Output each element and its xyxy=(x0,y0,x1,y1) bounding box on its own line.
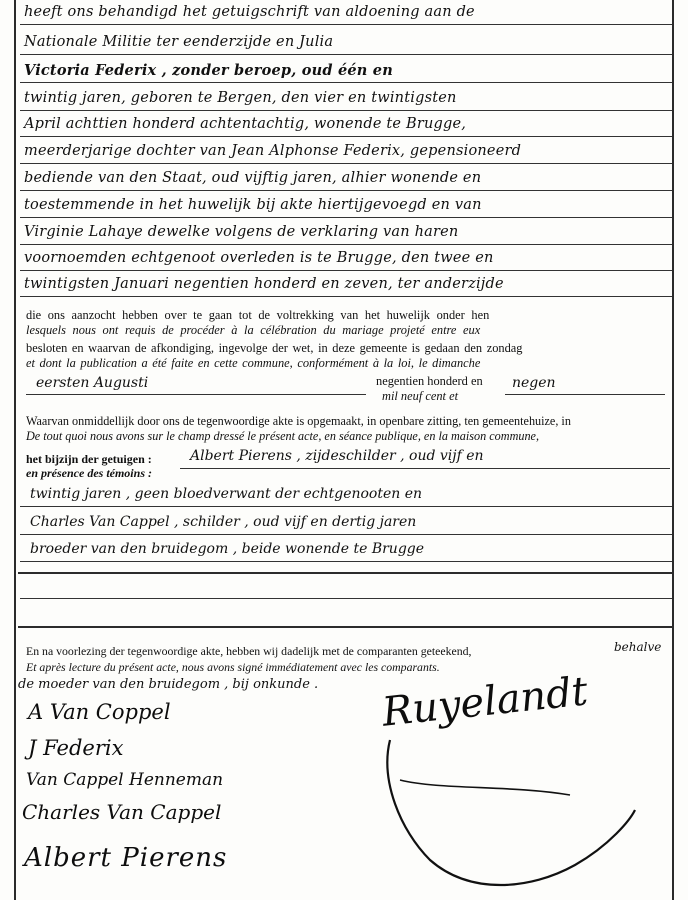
witness-line: twintig jaren , geen bloedverwant der echtgenooten en xyxy=(30,486,423,502)
official-signature: Ruyelandt xyxy=(380,668,590,736)
flourish-stroke xyxy=(387,740,635,885)
left-margin-line xyxy=(14,0,16,900)
handwritten-line: Nationale Militie ter eenderzijde en Julia xyxy=(24,34,334,50)
closing-addition: de moeder van den bruidegom , bij onkunde . xyxy=(18,677,319,692)
sunday-date-field: eersten Augusti xyxy=(36,375,149,391)
printed-line-nl: Waarvan onmiddellijk door ons de tegenwoordige akte is opgemaakt, in openbare zitting, ten gemeentehuize, in xyxy=(26,414,571,428)
signature: Albert Pierens xyxy=(24,843,228,873)
ruled-line xyxy=(20,190,672,191)
handwritten-line: toestemmende in het huwelijk bij akte hiertijgevoegd en van xyxy=(24,197,482,213)
printed-line-fr: lesquels nous ont requis de procéder à la célébration du mariage projeté entre eux xyxy=(26,323,481,337)
handwritten-line: Virginie Lahaye dewelke volgens de verklaring van haren xyxy=(24,224,459,240)
section-divider xyxy=(18,572,674,574)
witness-line: Albert Pierens , zijdeschilder , oud vijf en xyxy=(190,448,484,464)
ruled-line xyxy=(20,598,672,599)
ruled-line xyxy=(20,244,672,245)
printed-year-fr: mil neuf cent et xyxy=(382,389,459,403)
ruled-line xyxy=(20,534,672,535)
closing-line-fr: Et après lecture du présent acte, nous avons signé immédiatement avec les comparants. xyxy=(26,660,440,674)
handwritten-line: April achttien honderd achtentachtig, wonende te Brugge, xyxy=(24,116,467,132)
handwritten-line: Victoria Federix , zonder beroep, oud één en xyxy=(24,62,393,79)
ruled-line xyxy=(20,561,672,562)
printed-line-nl: die ons aanzocht hebben over te gaan tot de voltrekking van het huwelijk onder hen xyxy=(26,308,490,322)
ruled-line xyxy=(20,110,672,111)
ruled-line xyxy=(20,163,672,164)
printed-line-fr: De tout quoi nous avons sur le champ dressé le présent acte, en séance publique, en la maison commune, xyxy=(26,429,540,443)
handwritten-line: voornoemden echtgenoot overleden is te Brugge, den twee en xyxy=(24,250,494,266)
right-margin-line xyxy=(672,0,674,900)
signature-flourish xyxy=(360,720,660,900)
ruled-line xyxy=(505,394,665,395)
ruled-line xyxy=(20,136,672,137)
printed-line-fr: et dont la publication a été faite en cette commune, conformément à la loi, le dimanche xyxy=(26,356,481,370)
signature: Van Cappel Henneman xyxy=(26,770,224,790)
handwritten-line: bediende van den Staat, oud vijftig jaren, alhier wonende en xyxy=(24,170,482,186)
ruled-line xyxy=(20,24,672,25)
ruled-line xyxy=(20,270,672,271)
ruled-line xyxy=(20,296,672,297)
ruled-line xyxy=(20,54,672,55)
witnesses-label-fr: en présence des témoins : xyxy=(26,466,152,480)
year-number-field: negen xyxy=(512,375,556,391)
ruled-line xyxy=(20,82,672,83)
printed-year-nl: negentien honderd en xyxy=(376,374,483,388)
witness-line: broeder van den bruidegom , beide wonende te Brugge xyxy=(30,541,425,557)
ruled-line xyxy=(20,217,672,218)
ruled-line xyxy=(180,468,670,469)
signature: Charles Van Cappel xyxy=(22,800,222,824)
closing-line-nl: En na voorlezing der tegenwoordige akte, hebben wij dadelijk met de comparanten geteekend, xyxy=(26,644,472,658)
handwritten-line: twintigsten Januari negentien honderd en zeven, ter anderzijde xyxy=(24,276,504,292)
handwritten-line: twintig jaren, geboren te Bergen, den vier en twintigsten xyxy=(24,90,457,106)
witness-line: Charles Van Cappel , schilder , oud vijf en dertig jaren xyxy=(30,514,417,530)
witnesses-label-nl: het bijzijn der getuigen : xyxy=(26,452,152,466)
handwritten-line: heeft ons behandigd het getuigschrift van aldoening aan de xyxy=(24,4,475,20)
signature: A Van Coppel xyxy=(28,700,171,724)
closing-addition: behalve xyxy=(614,640,662,654)
ruled-line xyxy=(20,506,672,507)
flourish-stroke xyxy=(400,780,570,795)
ruled-line xyxy=(26,394,366,395)
section-divider xyxy=(18,626,674,628)
printed-line-nl: besloten en waarvan de afkondiging, ingevolge der wet, in deze gemeente is gedaan den zondag xyxy=(26,341,523,355)
handwritten-line: meerderjarige dochter van Jean Alphonse Federix, gepensioneerd xyxy=(24,143,522,159)
signature: J Federix xyxy=(28,736,124,760)
